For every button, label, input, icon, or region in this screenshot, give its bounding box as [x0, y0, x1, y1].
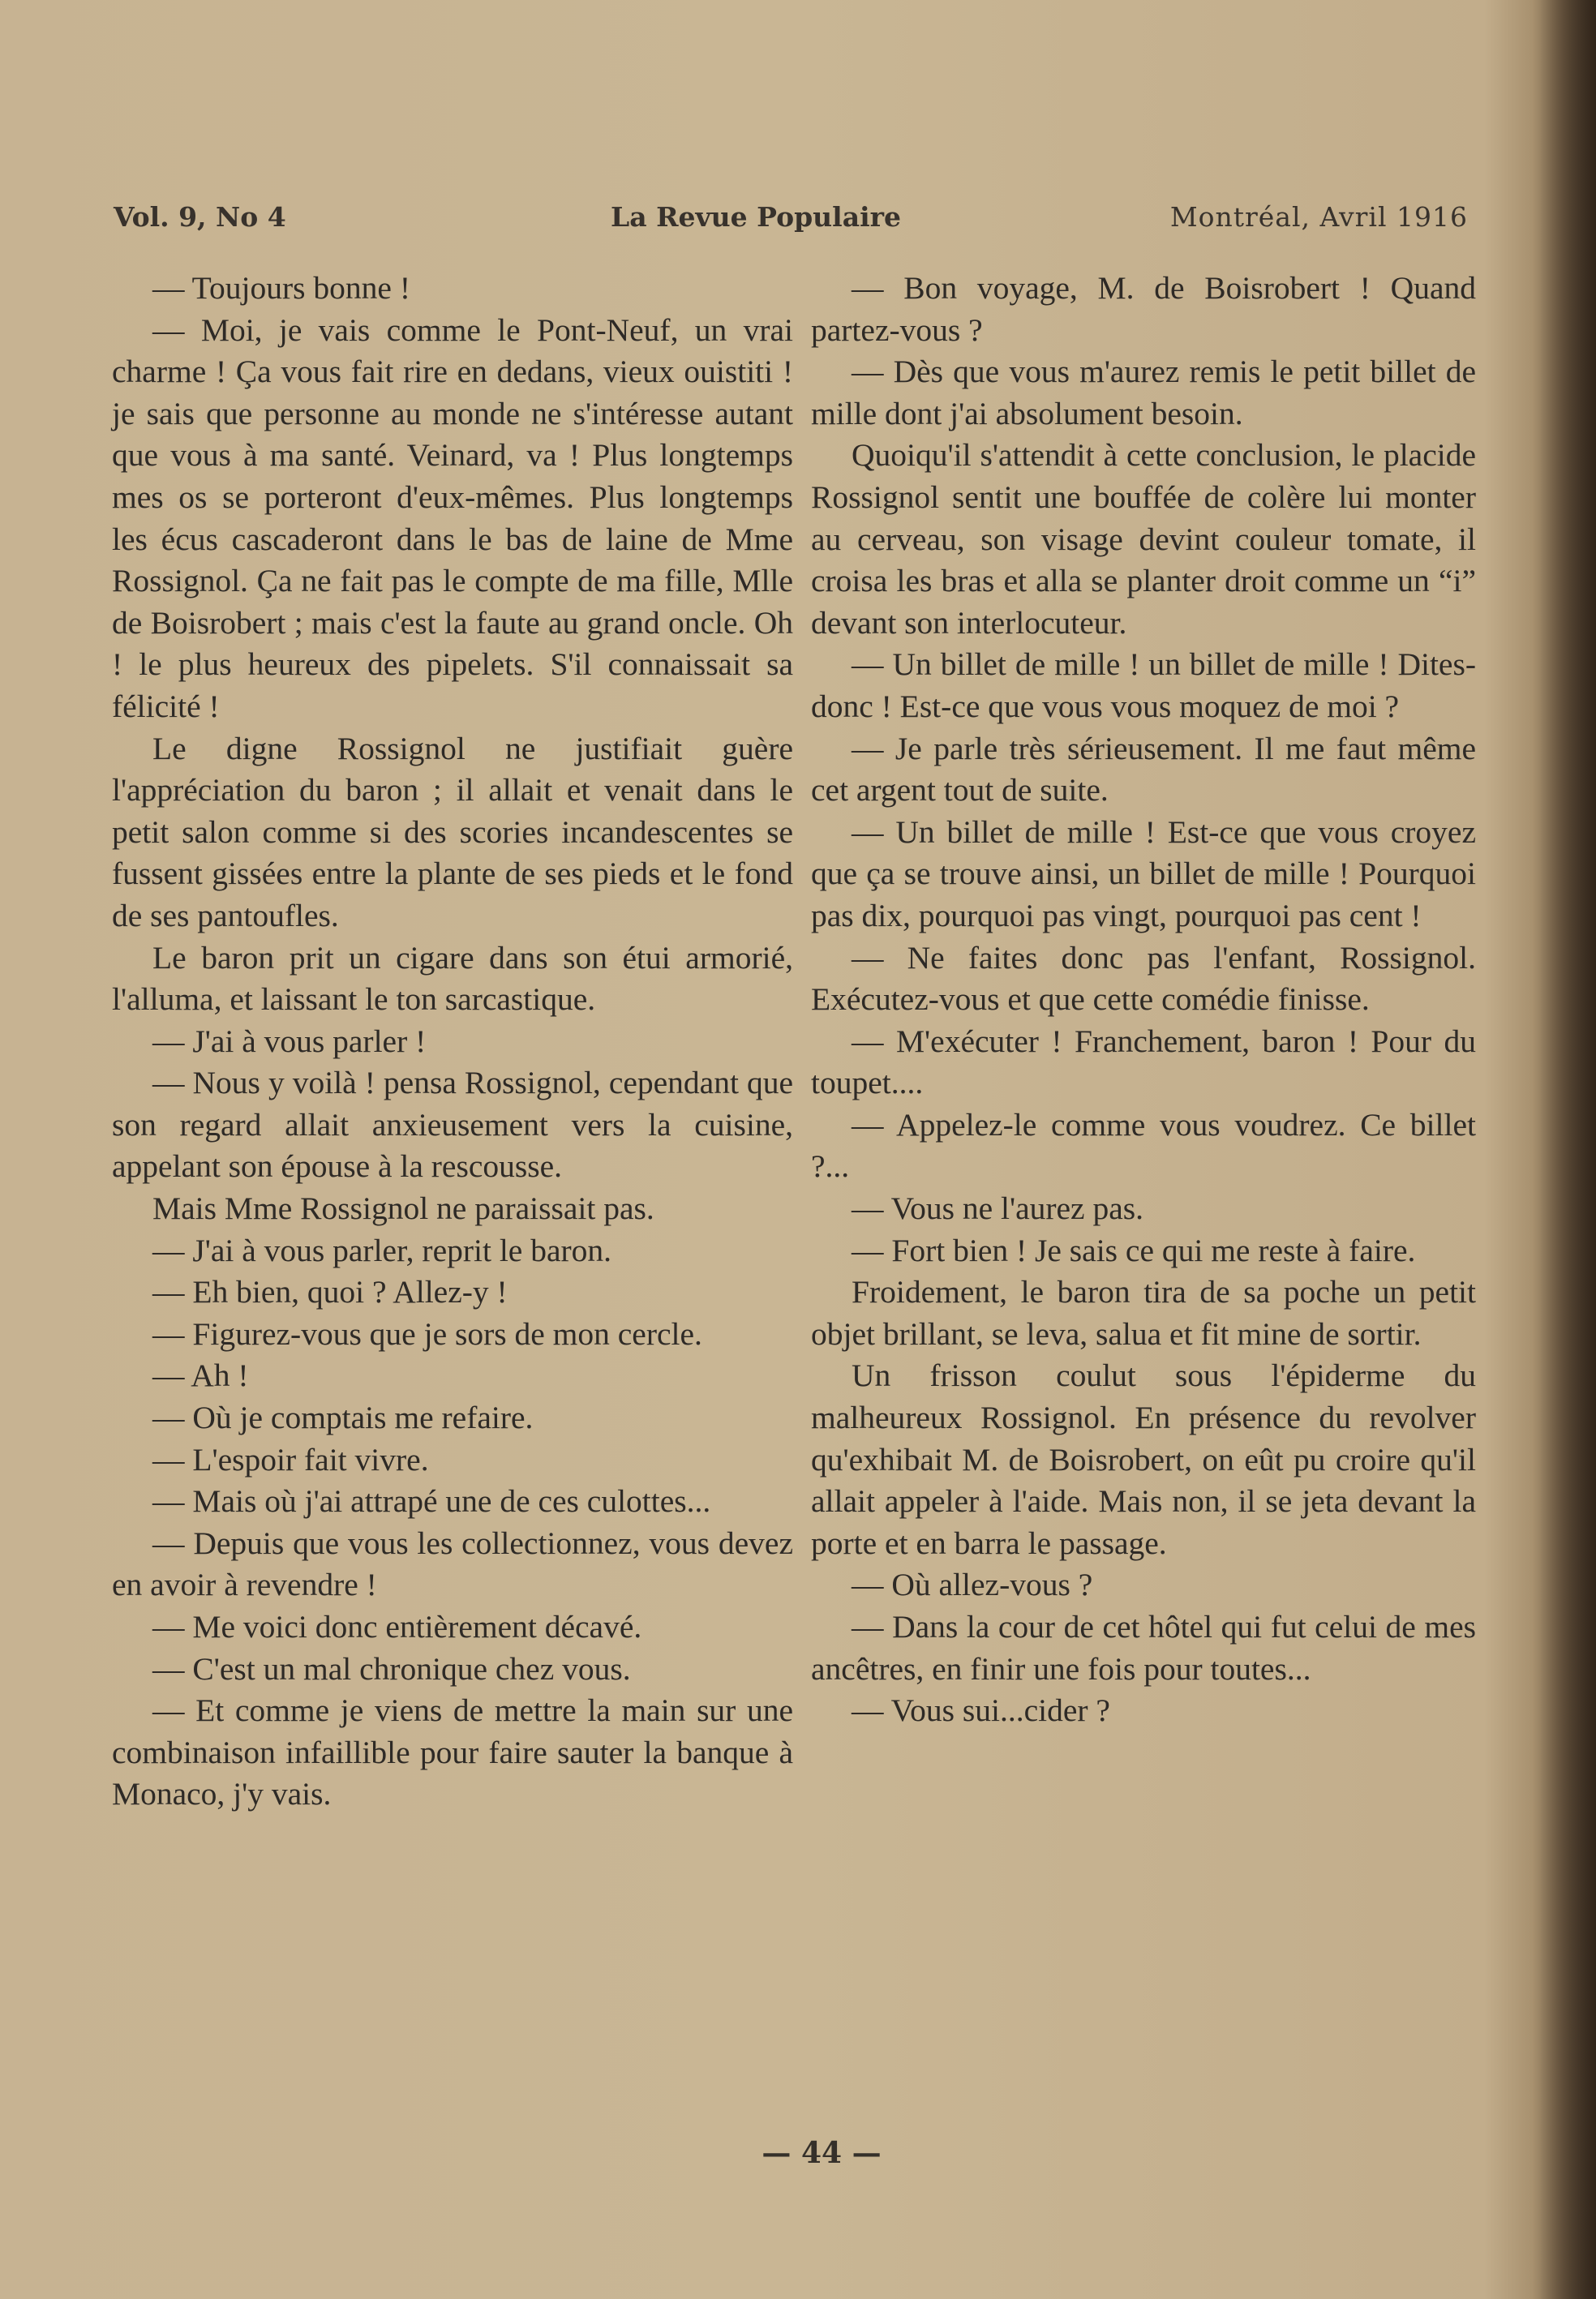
paragraph: — Nous y voilà ! pensa Rossignol, cependant que son regard allait anxieusement vers la cuisine, appelant son épouse à la rescousse.: [112, 1065, 793, 1185]
paragraph: Le baron prit un cigare dans son étui armorié, l'alluma, et laissant le ton sarcastique.: [112, 939, 793, 1018]
paragraph: Quoiqu'il s'attendit à cette conclusion, le placide Rossignol sentit une bouffée de colère lui monter au cerveau, son visage devint couleur tomate, il croisa les bras et alla se planter droit comme un “i” devant son interlocuteur.: [811, 437, 1476, 641]
paragraph: — Je parle très sérieusement. Il me faut même cet argent tout de suite.: [811, 730, 1476, 809]
paragraph: — Un billet de mille ! un billet de mille ! Dites-donc ! Est-ce que vous vous moquez de moi ?: [811, 646, 1476, 724]
paragraph: — Appelez-le comme vous voudrez. Ce billet ?...: [811, 1106, 1476, 1185]
paragraph: — Toujours bonne !: [152, 270, 410, 306]
paragraph: — Figurez-vous que je sors de mon cercle.: [152, 1315, 702, 1352]
paragraph: — Dès que vous m'aurez remis le petit billet de mille dont j'ai absolument besoin.: [811, 354, 1476, 431]
paragraph: Froidement, le baron tira de sa poche un petit objet brillant, se leva, salua et fit mine de sortir.: [811, 1274, 1476, 1352]
paragraph: — Bon voyage, M. de Boisrobert ! Quand partez-vous ?: [811, 270, 1476, 348]
right-column: [811, 268, 1476, 1732]
paragraph: — Me voici donc entièrement décavé.: [152, 1609, 642, 1645]
paragraph: — Moi, je vais comme le Pont-Neuf, un vrai charme ! Ça vous fait rire en dedans, vieux ouistiti ! je sais que personne au monde ne s'intéresse autant que vous à ma santé. Veinard, va ! Plus longtemps mes os se porteront d'eux-mêmes. Plus longtemps les écus cascaderont dans le bas de laine de Mme Rossignol. Ça ne fait pas le compte de ma fille, Mlle de Boisrobert ; mais c'est la faute au grand oncle. Oh ! le plus heureux des pipelets. S'il connaissait sa félicité !: [112, 311, 793, 724]
paragraph: — Fort bien ! Je sais ce qui me reste à faire.: [852, 1232, 1416, 1268]
publication-title: La Revue Populaire: [611, 201, 901, 233]
paragraph: — C'est un mal chronique chez vous.: [152, 1650, 631, 1687]
paragraph: Mais Mme Rossignol ne paraissait pas.: [152, 1190, 654, 1227]
issue-date: Montréal, Avril 1916: [1169, 201, 1468, 233]
paragraph: — L'espoir fait vivre.: [152, 1441, 429, 1478]
paragraph: Un frisson coulut sous l'épiderme du malheureux Rossignol. En présence du revolver qu'exhibait M. de Boisrobert, on eût pu croire qu'il allait appeler à l'aide. Mais non, il se jeta devant la porte et en barra le passage.: [811, 1358, 1476, 1561]
paragraph: — Ne faites donc pas l'enfant, Rossignol. Exécutez-vous et que cette comédie finisse.: [811, 939, 1476, 1018]
paragraph: — Dans la cour de cet hôtel qui fut celui de mes ancêtres, en finir une fois pour toutes...: [811, 1609, 1476, 1687]
paragraph: — Eh bien, quoi ? Allez-y !: [152, 1274, 508, 1310]
paragraph: — J'ai à vous parler, reprit le baron.: [152, 1232, 612, 1268]
paragraph: — J'ai à vous parler !: [152, 1023, 427, 1059]
paragraph: — Un billet de mille ! Est-ce que vous croyez que ça se trouve ainsi, un billet de mille ! Pourquoi pas dix, pourquoi pas vingt, pourquoi pas cent !: [811, 813, 1476, 933]
paragraph: — Mais où j'ai attrapé une de ces culottes...: [152, 1483, 711, 1520]
paragraph: Le digne Rossignol ne justifiait guère l'appréciation du baron ; il allait et venait dans le petit salon comme si des scories incandescentes se fussent gissées entre la plante de ses pieds et le fond de ses pantoufles.: [112, 730, 793, 933]
paragraph: — Vous sui...cider ?: [852, 1692, 1110, 1729]
paragraph: — Vous ne l'aurez pas.: [852, 1190, 1143, 1227]
paragraph: — Depuis que vous les collectionnez, vous devez en avoir à revendre !: [112, 1525, 793, 1603]
paragraph: — Où allez-vous ?: [852, 1567, 1093, 1603]
left-column: [112, 268, 793, 1816]
page-number: — 44 —: [762, 2136, 882, 2170]
paragraph: — Ah !: [152, 1358, 249, 1394]
paragraph: — Où je comptais me refaire.: [152, 1400, 534, 1436]
page-edge-shadow: [1539, 0, 1596, 2299]
running-header: [114, 201, 1468, 242]
paragraph: — M'exécuter ! Franchement, baron ! Pour du toupet....: [811, 1023, 1476, 1101]
volume-number: Vol. 9, No 4: [114, 201, 286, 233]
paragraph: — Et comme je viens de mettre la main sur une combinaison infaillible pour faire sauter la banque à Monaco, j'y vais.: [112, 1692, 793, 1812]
